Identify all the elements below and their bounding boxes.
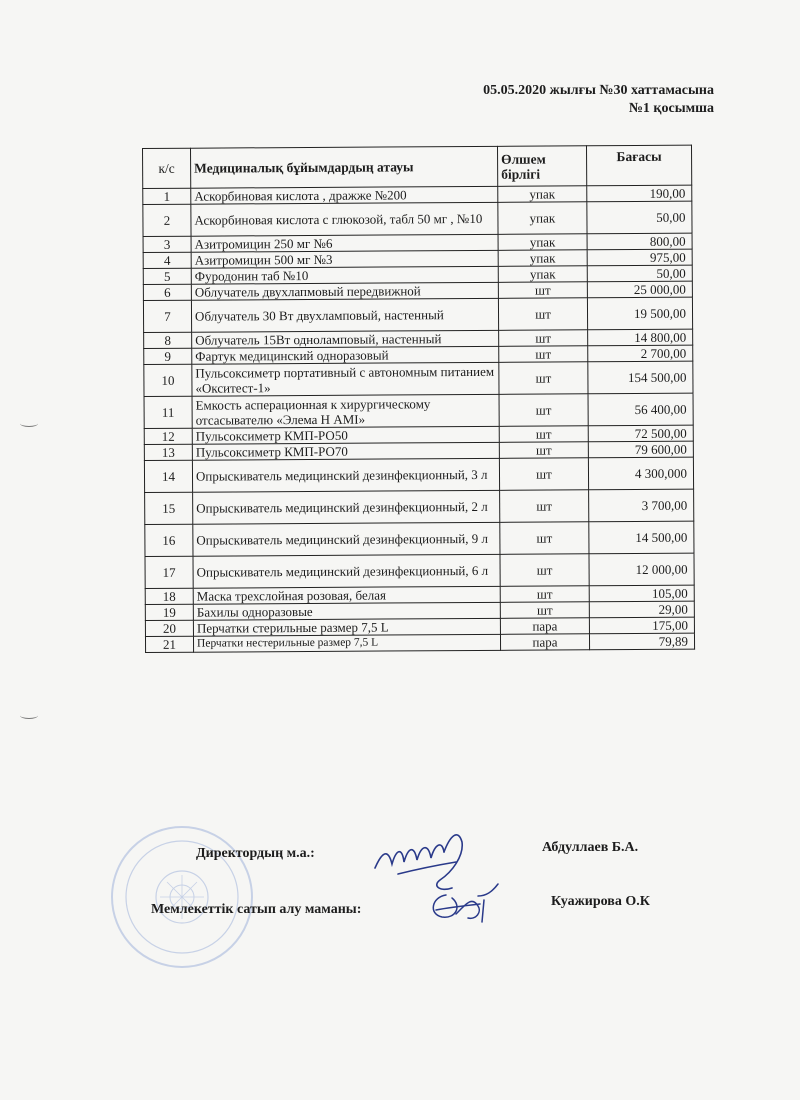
annex-title-line2: №1 қосымша bbox=[628, 101, 714, 116]
row-number: 19 bbox=[145, 604, 193, 620]
row-number: 9 bbox=[144, 348, 192, 364]
item-price: 14 800,00 bbox=[588, 329, 693, 346]
item-unit: шт bbox=[499, 346, 588, 363]
item-name: Азитромицин 500 мг №3 bbox=[191, 250, 498, 268]
item-price: 79,89 bbox=[589, 633, 694, 650]
column-header-unit: Өлшем бірлігі bbox=[497, 146, 586, 187]
director-label: Директордың м.а.: bbox=[196, 846, 315, 861]
item-unit: упак bbox=[498, 234, 587, 251]
row-number: 21 bbox=[145, 636, 193, 652]
item-name: Пульсоксиметр КМП-РО70 bbox=[192, 442, 499, 460]
item-name: Пульсоксиметр портативный с автономным питанием «Окситест-1» bbox=[192, 362, 499, 396]
row-number: 16 bbox=[145, 524, 193, 556]
item-price: 175,00 bbox=[589, 617, 694, 634]
item-price: 12 000,00 bbox=[589, 553, 694, 586]
item-name: Бахилы одноразовые bbox=[193, 602, 500, 620]
item-unit: упак bbox=[498, 186, 587, 203]
director-signature bbox=[375, 835, 462, 890]
column-header-num: к/с bbox=[143, 148, 191, 188]
row-number: 14 bbox=[144, 460, 192, 492]
row-number: 13 bbox=[144, 444, 192, 460]
item-unit: шт bbox=[499, 330, 588, 347]
item-name: Азитромицин 250 мг №6 bbox=[191, 234, 498, 252]
item-price: 2 700,00 bbox=[588, 345, 693, 362]
item-price: 25 000,00 bbox=[587, 281, 692, 298]
item-name: Фартук медицинский одноразовый bbox=[192, 346, 499, 364]
item-unit: шт bbox=[499, 362, 588, 395]
item-price: 29,00 bbox=[589, 601, 694, 618]
row-number: 6 bbox=[143, 284, 191, 300]
item-unit: шт bbox=[499, 458, 588, 491]
row-number: 17 bbox=[145, 556, 193, 588]
item-name: Облучатель 30 Вт двухламповый, настенный bbox=[191, 298, 498, 332]
row-number: 5 bbox=[143, 268, 191, 284]
item-name: Опрыскиватель медицинский дезинфекционный, 2 л bbox=[193, 490, 500, 524]
item-name: Опрыскиватель медицинский дезинфекционный, 9 л bbox=[193, 522, 500, 556]
item-name: Облучатель 15Вт одноламповый, настенный bbox=[192, 330, 499, 348]
item-price: 3 700,00 bbox=[589, 489, 694, 522]
item-price: 56 400,00 bbox=[588, 393, 693, 426]
procurement-specialist-name: Куажирова О.К bbox=[551, 894, 650, 909]
item-name: Перчатки нестерильные размер 7,5 L bbox=[193, 634, 500, 652]
annex-title-line1: 05.05.2020 жылғы №30 хаттамасына bbox=[483, 83, 714, 98]
row-number: 11 bbox=[144, 396, 192, 428]
item-name: Аскорбиновая кислота с глюкозой, табл 50 мг , №10 bbox=[191, 202, 498, 236]
item-unit: шт bbox=[500, 554, 589, 587]
item-unit: пара bbox=[500, 618, 589, 635]
row-number: 8 bbox=[144, 332, 192, 348]
item-price: 4 300,000 bbox=[588, 457, 693, 490]
item-unit: шт bbox=[499, 394, 588, 427]
row-number: 15 bbox=[145, 492, 193, 524]
row-number: 2 bbox=[143, 204, 191, 236]
item-unit: упак bbox=[498, 266, 587, 283]
item-name: Аскорбиновая кислота , дражже №200 bbox=[191, 186, 498, 204]
item-name: Емкость асперационная к хирургическому отсасывателю «Элема Н АМI» bbox=[192, 394, 499, 428]
item-name: Облучатель двухлапмовый передвижной bbox=[191, 282, 498, 300]
item-unit: упак bbox=[498, 250, 587, 267]
item-price: 14 500,00 bbox=[589, 521, 694, 554]
row-number: 12 bbox=[144, 428, 192, 444]
director-name: Абдуллаев Б.А. bbox=[542, 840, 639, 855]
item-price: 975,00 bbox=[587, 249, 692, 266]
item-price: 72 500,00 bbox=[588, 425, 693, 442]
item-unit: шт bbox=[500, 522, 589, 555]
row-number: 4 bbox=[143, 252, 191, 268]
item-price: 50,00 bbox=[587, 265, 692, 282]
item-unit: шт bbox=[500, 490, 589, 523]
row-number: 18 bbox=[145, 588, 193, 604]
item-name: Маска трехслойная розовая, белая bbox=[193, 586, 500, 604]
item-unit: шт bbox=[499, 426, 588, 443]
column-header-name: Медициналық бұйымдардың атауы bbox=[191, 146, 498, 188]
item-unit: шт bbox=[499, 442, 588, 459]
item-price: 105,00 bbox=[589, 585, 694, 602]
punch-hole-mark bbox=[20, 420, 38, 427]
item-name: Опрыскиватель медицинский дезинфекционный, 3 л bbox=[192, 458, 499, 492]
item-unit: шт bbox=[498, 298, 587, 331]
item-price: 50,00 bbox=[587, 201, 692, 234]
item-unit: шт bbox=[500, 586, 589, 603]
row-number: 7 bbox=[143, 300, 191, 332]
item-price: 190,00 bbox=[587, 185, 692, 202]
column-header-price: Бағасы bbox=[586, 145, 691, 186]
item-price: 79 600,00 bbox=[588, 441, 693, 458]
item-unit: шт bbox=[500, 602, 589, 619]
row-number: 1 bbox=[143, 188, 191, 204]
item-price: 800,00 bbox=[587, 233, 692, 250]
item-price: 19 500,00 bbox=[587, 297, 692, 330]
item-price: 154 500,00 bbox=[588, 361, 693, 394]
item-name: Фуродонин таб №10 bbox=[191, 266, 498, 284]
item-name: Перчатки стерильные размер 7,5 L bbox=[193, 618, 500, 636]
item-unit: шт bbox=[498, 282, 587, 299]
row-number: 20 bbox=[145, 620, 193, 636]
item-name: Пульсоксиметр КМП-РО50 bbox=[192, 426, 499, 444]
item-unit: пара bbox=[500, 634, 589, 651]
item-unit: упак bbox=[498, 202, 587, 235]
punch-hole-mark bbox=[20, 712, 38, 719]
row-number: 10 bbox=[144, 364, 192, 396]
item-name: Опрыскиватель медицинский дезинфекционный, 6 л bbox=[193, 554, 500, 588]
procurement-specialist-label: Мемлекеттік сатып алу маманы: bbox=[151, 902, 362, 917]
row-number: 3 bbox=[143, 236, 191, 252]
